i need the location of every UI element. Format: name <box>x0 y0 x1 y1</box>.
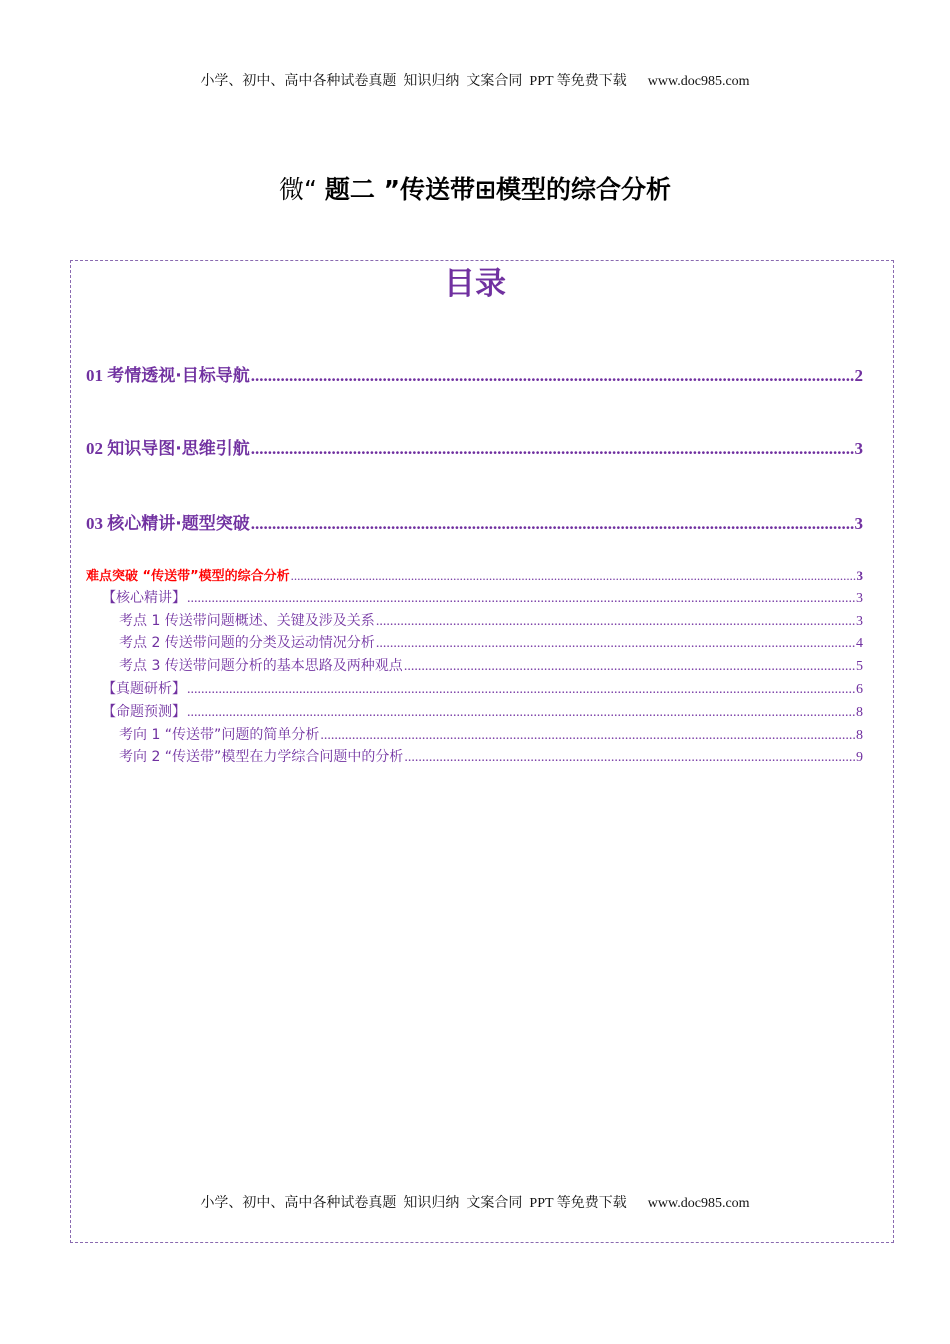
toc-page-number: 3 <box>854 439 863 458</box>
toc-page-number: 4 <box>856 636 863 651</box>
toc-item-point-2[interactable] <box>119 632 863 652</box>
toc-item-label: 【核心精讲】 <box>102 590 186 606</box>
toc-item-label: 考点 3 传送带问题分析的基本思路及两种观点 <box>119 658 403 674</box>
toc-section-01[interactable] <box>86 361 863 386</box>
toc-item-label: 考点 1 传送带问题概述、关键及涉及关系 <box>119 613 375 629</box>
toc-page-number: 2 <box>854 366 863 385</box>
toc-item-predictions[interactable] <box>102 701 863 721</box>
toc-leader-dots <box>251 439 854 459</box>
toc-leader-dots <box>187 591 855 607</box>
toc-section-02[interactable] <box>86 434 863 459</box>
toc-page-number: 8 <box>856 728 863 743</box>
toc-leader-dots <box>251 366 854 386</box>
toc-item-core-lecture[interactable] <box>102 587 863 607</box>
toc-section-label: 考情透视·目标导航 <box>107 366 250 386</box>
toc-section-label: 知识导图·思维引航 <box>107 439 250 459</box>
toc-item-label: 考向 2 “传送带”模型在力学综合问题中的分析 <box>119 749 404 765</box>
toc-page-number: 8 <box>856 705 863 720</box>
toc-item-label: 【命题预测】 <box>102 704 186 720</box>
toc-leader-dots <box>376 636 855 652</box>
toc-leader-dots <box>404 750 855 766</box>
toc-leader-dots <box>404 659 855 675</box>
toc-section-label: 核心精讲·题型突破 <box>107 514 250 534</box>
page-header: 小学、初中、高中各种试卷真题 知识归纳 文案合同 PPT 等免费下载 www.doc985.com <box>200 74 750 89</box>
toc-page-number: 6 <box>856 682 863 697</box>
toc-item-point-1[interactable] <box>119 610 863 630</box>
toc-page-number: 3 <box>856 591 863 606</box>
toc-leader-dots <box>251 514 854 534</box>
toc-section-number: 01 <box>86 366 108 385</box>
toc-page-number: 3 <box>854 514 863 533</box>
toc-page-number: 5 <box>856 659 863 674</box>
toc-item-direction-2[interactable] <box>119 746 863 766</box>
toc-item-direction-1[interactable] <box>119 724 863 744</box>
toc-leader-dots <box>187 682 855 698</box>
toc-leader-dots <box>376 614 855 630</box>
toc-subsection-label: 难点突破 “传送带”模型的综合分析 <box>86 569 290 584</box>
toc-page-number: 3 <box>856 568 863 583</box>
toc-item-label: 【真题研析】 <box>102 681 186 697</box>
toc-subsection-difficulty[interactable] <box>86 565 863 584</box>
toc-leader-dots <box>320 728 855 744</box>
toc-leader-dots <box>291 568 856 584</box>
toc-page-number: 3 <box>856 614 863 629</box>
toc-item-past-exams[interactable] <box>102 678 863 698</box>
toc-leader-dots <box>187 705 855 721</box>
page-footer: 小学、初中、高中各种试卷真题 知识归纳 文案合同 PPT 等免费下载 www.doc985.com <box>200 1196 750 1211</box>
toc-item-label: 考点 2 传送带问题的分类及运动情况分析 <box>119 635 375 651</box>
document-title <box>0 170 950 206</box>
toc-section-number: 02 <box>86 439 108 458</box>
toc-item-point-3[interactable] <box>119 655 863 675</box>
title-part-1: 微“ <box>279 175 325 204</box>
toc-heading: 目录 <box>444 266 506 302</box>
title-part-2: 题二 ”传送带⊞模型的综合分析 <box>324 175 671 204</box>
toc-item-label: 考向 1 “传送带”问题的简单分析 <box>119 727 320 743</box>
toc-section-number: 03 <box>86 514 108 533</box>
toc-page-number: 9 <box>856 750 863 765</box>
toc-section-03[interactable] <box>86 509 863 534</box>
